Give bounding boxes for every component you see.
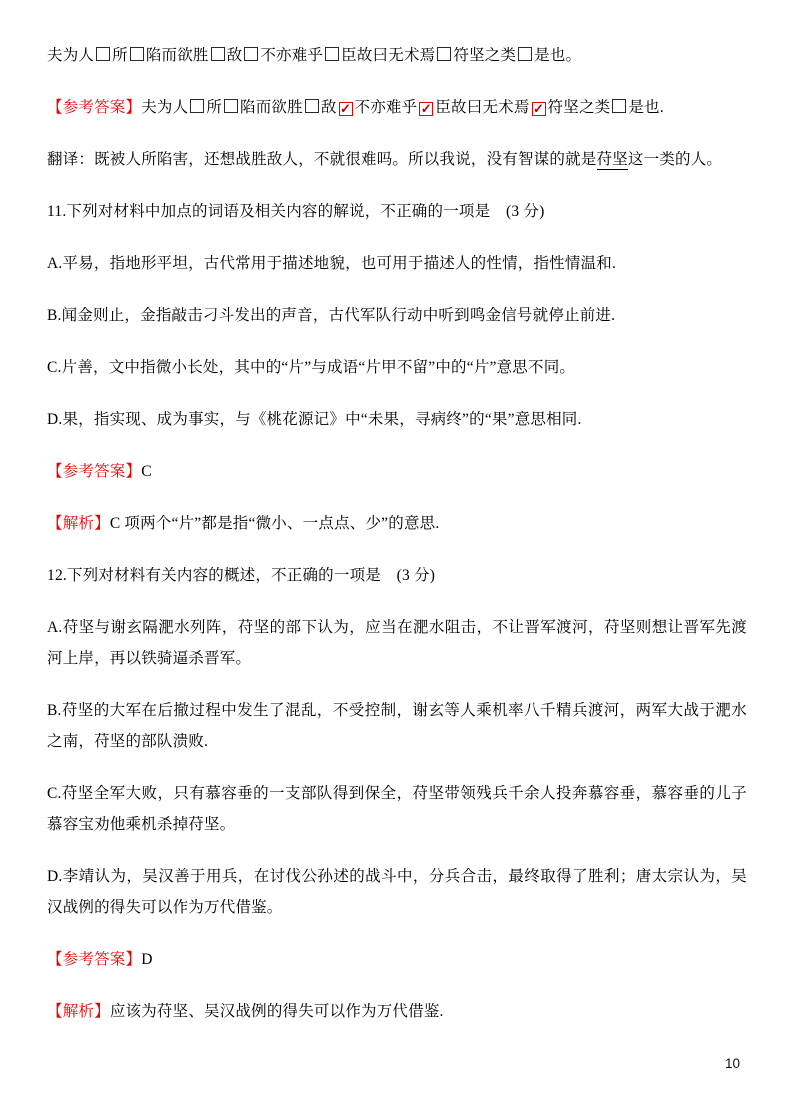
text-run: 不亦难乎 bbox=[260, 47, 324, 64]
q11-option-b bbox=[47, 300, 747, 331]
text-run: 不亦难乎 bbox=[354, 99, 418, 116]
checked-checkbox-icon: ✓ bbox=[533, 101, 545, 116]
text-run: 臣故曰无术焉 bbox=[435, 99, 530, 116]
question-12-stem bbox=[47, 560, 747, 591]
q12-option-c bbox=[47, 778, 747, 840]
proper-noun-underline: 苻坚 bbox=[596, 151, 628, 168]
text-run: 翻译：既被人所陷害，还想战胜敌人，不就很难吗。所以我说，没有智谋的就是 bbox=[47, 151, 597, 168]
empty-checkbox-icon bbox=[437, 47, 451, 61]
answer-label: 【参考答案】 bbox=[47, 463, 142, 480]
text-run: C.苻坚全军大败，只有慕容垂的一支部队得到保全，苻坚带领残兵千余人投奔慕容垂，慕容垂的儿子慕容宝劝他乘机杀掉苻坚。 bbox=[47, 785, 747, 833]
text-run: D bbox=[141, 951, 153, 968]
answer-label: 【参考答案】 bbox=[47, 951, 142, 968]
empty-checkbox-icon bbox=[325, 47, 339, 61]
empty-checkbox-icon bbox=[612, 99, 626, 113]
text-run: 所 bbox=[206, 99, 223, 116]
text-run: 这一类的人。 bbox=[627, 151, 723, 168]
text-run: 应该为苻坚、吴汉战例的得失可以作为万代借鉴. bbox=[109, 1003, 444, 1020]
page-number: 10 bbox=[724, 1056, 740, 1071]
text-run: B.苻坚的大军在后撤过程中发生了混乱，不受控制，谢玄等人乘机率八千精兵渡河，两军大战于淝水之南，苻坚的部队溃败. bbox=[47, 702, 747, 750]
text-run: 11.下列对材料中加点的词语及相关内容的解说，不正确的一项是 (3 分) bbox=[47, 203, 545, 220]
text-run: C 项两个“片”都是指“微小、一点点、少”的意思. bbox=[109, 515, 440, 532]
text-run: A.苻坚与谢玄隔淝水列阵，苻坚的部下认为，应当在淝水阻击，不让晋军渡河，苻坚则想让晋军先渡河上岸，再以铁骑逼杀晋军。 bbox=[47, 619, 747, 667]
empty-checkbox-icon bbox=[224, 99, 238, 113]
text-run: C bbox=[141, 463, 152, 480]
question-11-stem bbox=[47, 196, 747, 227]
text-run: 符坚之类 bbox=[453, 47, 517, 64]
text-run: 敌 bbox=[320, 99, 337, 116]
text-run: D.李靖认为，吴汉善于用兵，在讨伐公孙述的战斗中，分兵合击，最终取得了胜利；唐太宗认为，吴汉战例的得失可以作为万代借鉴。 bbox=[47, 868, 747, 916]
document-content bbox=[47, 40, 747, 1048]
empty-checkbox-icon bbox=[190, 99, 204, 113]
empty-checkbox-icon bbox=[130, 47, 144, 61]
empty-checkbox-icon bbox=[211, 47, 225, 61]
translation-line bbox=[47, 144, 747, 175]
q11-analysis bbox=[47, 508, 747, 539]
q11-option-a bbox=[47, 248, 747, 279]
checked-checkbox-icon: ✓ bbox=[339, 101, 352, 116]
empty-checkbox-icon bbox=[518, 47, 532, 61]
q12-analysis bbox=[47, 996, 747, 1027]
q12-option-a bbox=[47, 612, 747, 674]
fill-blank-sentence bbox=[47, 40, 747, 71]
answer-label: 【解析】 bbox=[47, 515, 110, 532]
empty-checkbox-icon bbox=[305, 99, 319, 113]
answer-label: 【解析】 bbox=[47, 1003, 110, 1020]
empty-checkbox-icon bbox=[244, 47, 258, 61]
checked-checkbox-icon: ✓ bbox=[420, 101, 432, 116]
q12-option-b bbox=[47, 695, 747, 757]
text-run: 臣故曰无术焉 bbox=[341, 47, 436, 64]
text-run: A.平易，指地形平坦，古代常用于描述地貌，也可用于描述人的性情，指性情温和. bbox=[47, 255, 617, 272]
empty-checkbox-icon bbox=[96, 47, 110, 61]
text-run: 敌 bbox=[226, 47, 243, 64]
answer-label: 【参考答案】 bbox=[47, 99, 142, 116]
q12-option-d bbox=[47, 861, 747, 923]
q11-reference-answer bbox=[47, 456, 747, 487]
text-run: 12.下列对材料有关内容的概述，不正确的一项是 (3 分) bbox=[47, 567, 436, 584]
text-run: C.片善，文中指微小长处，其中的“片”与成语“片甲不留”中的“片”意思不同。 bbox=[47, 359, 576, 376]
q11-option-d bbox=[47, 404, 747, 435]
text-run: 陷而欲胜 bbox=[240, 99, 303, 116]
q11-option-c bbox=[47, 352, 747, 383]
text-run: B.闻金则止，金指敲击刁斗发出的声音，古代军队行动中听到鸣金信号就停止前进. bbox=[47, 307, 616, 324]
text-run: 符坚之类 bbox=[547, 99, 611, 116]
text-run: 所 bbox=[112, 47, 128, 64]
text-run: 是也。 bbox=[534, 47, 582, 64]
text-run: 夫为人 bbox=[141, 99, 189, 116]
text-run: 陷而欲胜 bbox=[145, 47, 209, 64]
text-run: 是也. bbox=[628, 99, 664, 116]
text-run: 夫为人 bbox=[47, 47, 95, 64]
text-run: D.果，指实现、成为事实，与《桃花源记》中“未果，寻病终”的“果”意思相同. bbox=[47, 411, 582, 428]
reference-answer-sentence bbox=[47, 92, 747, 123]
q12-reference-answer bbox=[47, 944, 747, 975]
